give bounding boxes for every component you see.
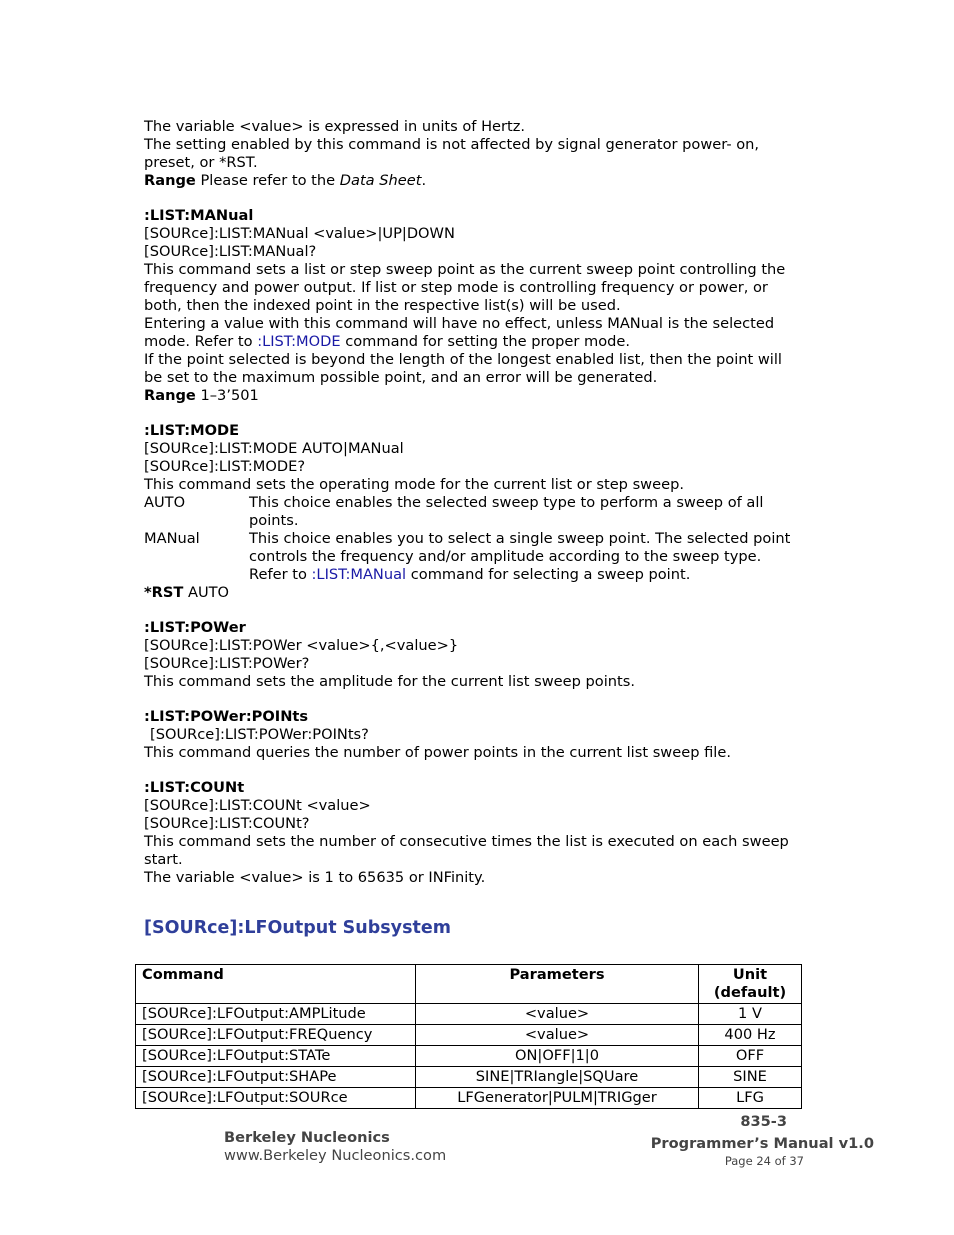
list-manual-desc-mode: Entering a value with this command will have no effect, unless MANual is the selected mode. Refer to :LIST:MODE command for setting the proper mode.	[144, 315, 775, 350]
list-manual-desc: This command sets a list or step sweep point as the current sweep point controlling the frequency and power output. If list or step mode is controlling frequency or power, or both, then the indexed point in the respective list(s) will be used.	[144, 261, 786, 314]
intro-setting-text: The setting enabled by this command is not affected by signal generator power- on, preset, or *RST.	[144, 136, 760, 171]
list-mode-syntax: [SOURce]:LIST:MODE AUTO|MANual	[144, 440, 404, 457]
list-mode-auto-option	[144, 494, 804, 530]
list-manual-syntax: [SOURce]:LIST:MANual <value>|UP|DOWN	[144, 225, 455, 242]
model-number: 835-3	[740, 1113, 787, 1130]
lfoutput-command-table	[135, 964, 802, 1109]
table-row	[136, 1025, 802, 1046]
table-row	[136, 1067, 802, 1088]
list-power-points-query: [SOURce]:LIST:POWer:POINts?	[150, 726, 369, 743]
list-manual-heading: :LIST:MANual	[144, 207, 254, 224]
header-unit: Unit (default)	[699, 965, 802, 1004]
page-number: Page 24 of 37	[724, 1154, 804, 1168]
cell-command: [SOURce]:LFOutput:SHAPe	[136, 1067, 416, 1088]
cell-unit: 1 V	[699, 1004, 802, 1025]
cell-parameters: <value>	[416, 1025, 699, 1046]
table-row	[136, 1088, 802, 1109]
header-parameters: Parameters	[416, 965, 699, 1004]
list-manual-query: [SOURce]:LIST:MANual?	[144, 243, 317, 260]
list-power-query: [SOURce]:LIST:POWer?	[144, 655, 310, 672]
intro-units-text: The variable <value> is expressed in units of Hertz.	[144, 118, 526, 135]
option-desc: This choice enables the selected sweep type to perform a sweep of all points.	[249, 494, 764, 529]
list-count-heading: :LIST:COUNt	[144, 779, 245, 796]
option-key: AUTO	[144, 494, 186, 511]
cell-unit: SINE	[699, 1067, 802, 1088]
list-power-syntax: [SOURce]:LIST:POWer <value>{,<value>}	[144, 637, 459, 654]
option-key: MANual	[144, 530, 200, 547]
list-count-range: The variable <value> is 1 to 65635 or INFinity.	[144, 869, 486, 886]
list-power-points-heading: :LIST:POWer:POINts	[144, 708, 309, 725]
list-manual-range: Range 1–3’501	[144, 387, 259, 404]
cell-parameters: ON|OFF|1|0	[416, 1046, 699, 1067]
list-manual-link[interactable]: :LIST:MANual	[311, 566, 407, 583]
list-mode-desc: This command sets the operating mode for the current list or step sweep.	[144, 476, 684, 493]
table-row	[136, 1004, 802, 1025]
list-power-points-desc: This command queries the number of power points in the current list sweep file.	[144, 744, 731, 761]
header-command: Command	[136, 965, 416, 1004]
range-label: Range	[144, 172, 196, 189]
cell-parameters: SINE|TRIangle|SQUare	[416, 1067, 699, 1088]
cell-unit: LFG	[699, 1088, 802, 1109]
section-title: [SOURce]:LFOutput Subsystem	[144, 918, 451, 938]
cell-unit: OFF	[699, 1046, 802, 1067]
cell-command: [SOURce]:LFOutput:SOURce	[136, 1088, 416, 1109]
footer-company	[224, 1129, 446, 1165]
table-header-row	[136, 965, 802, 1004]
cell-parameters: <value>	[416, 1004, 699, 1025]
document-body	[144, 118, 804, 887]
list-mode-manual-option	[144, 530, 804, 584]
company-website: www.Berkeley Nucleonics.com	[224, 1147, 447, 1164]
company-name: Berkeley Nucleonics	[224, 1129, 390, 1146]
list-mode-query: [SOURce]:LIST:MODE?	[144, 458, 306, 475]
manual-title: Programmer’s Manual v1.0	[650, 1135, 874, 1152]
cell-unit: 400 Hz	[699, 1025, 802, 1046]
data-sheet-ref: Data Sheet	[339, 172, 422, 189]
list-mode-heading: :LIST:MODE	[144, 422, 240, 439]
cell-command: [SOURce]:LFOutput:AMPLitude	[136, 1004, 416, 1025]
intro-range: Range Please refer to the Data Sheet.	[144, 172, 427, 189]
list-count-query: [SOURce]:LIST:COUNt?	[144, 815, 310, 832]
option-desc: This choice enables you to select a single sweep point. The selected point controls the frequency and/or amplitude according to the sweep type. Refer to :LIST:MANual command for selecting a sweep point.	[249, 530, 791, 583]
cell-parameters: LFGenerator|PULM|TRIGger	[416, 1088, 699, 1109]
footer-manual-info	[651, 1112, 874, 1168]
list-count-desc: This command sets the number of consecutive times the list is executed on each sweep start.	[144, 833, 789, 868]
list-mode-link[interactable]: :LIST:MODE	[257, 333, 341, 350]
list-count-syntax: [SOURce]:LIST:COUNt <value>	[144, 797, 371, 814]
table-row	[136, 1046, 802, 1067]
list-power-heading: :LIST:POWer	[144, 619, 246, 636]
cell-command: [SOURce]:LFOutput:STATe	[136, 1046, 416, 1067]
list-mode-rst: *RST AUTO	[144, 584, 230, 601]
cell-command: [SOURce]:LFOutput:FREQuency	[136, 1025, 416, 1046]
list-manual-desc-error: If the point selected is beyond the length of the longest enabled list, then the point will be set to the maximum possible point, and an error will be generated.	[144, 351, 782, 386]
list-power-desc: This command sets the amplitude for the current list sweep points.	[144, 673, 635, 690]
